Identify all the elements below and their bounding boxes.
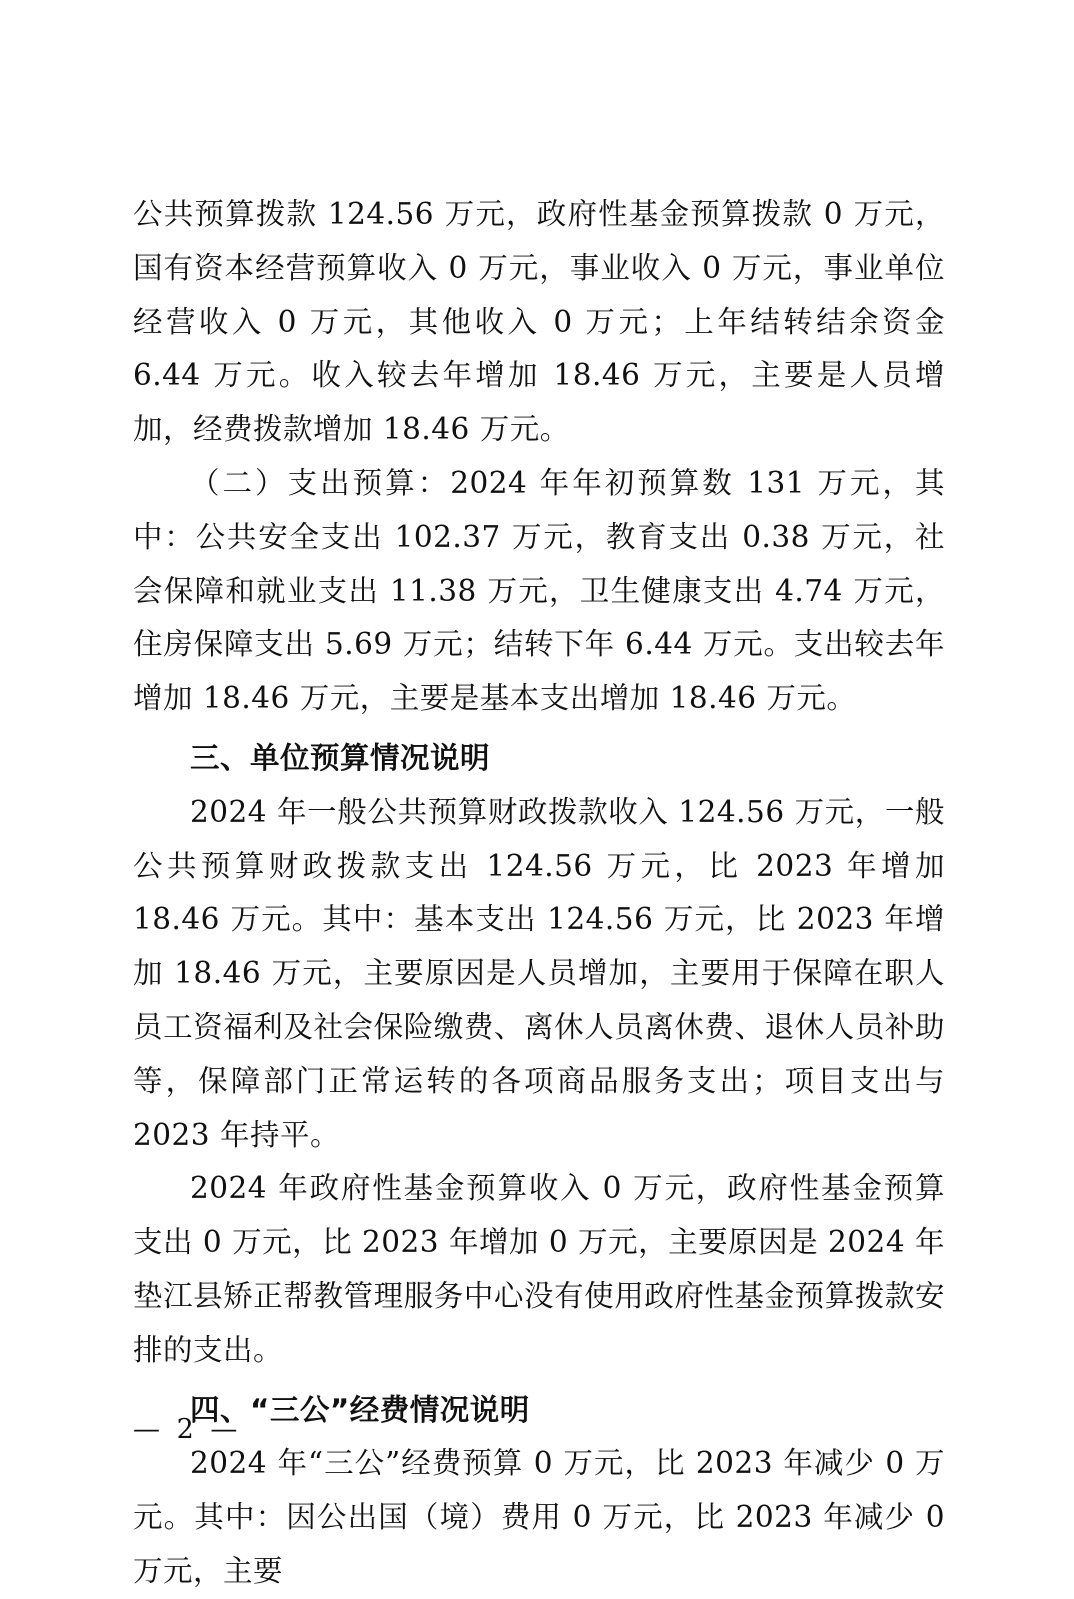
page-number: — 2 — [133, 1414, 242, 1445]
document-body [133, 188, 945, 1599]
section-heading-unit-budget: 三、单位预算情况说明 [190, 740, 491, 775]
paragraph-three-public-budget: 2024 年“三公”经费预算 0 万元，比 2023 年减少 0 万元。其中：因公出国（境）费用 0 万元，比 2023 年减少 0 万元，主要 [133, 1446, 945, 1588]
paragraph-general-budget: 2024 年一般公共预算财政拨款收入 124.56 万元，一般公共预算财政拨款支出 124.56 万元，比 2023 年增加 18.46 万元。其中：基本支出 124.56 万元，比 2023 年增加 18.46 万元，主要原因是人员增加，主要用于保障在职人员工资福利及社会保险缴费、离休人员离休费、退休人员补助等，保障部门正常运转的各项商品服务支出；项目支出与 2023 年持平。 [133, 794, 945, 1152]
paragraph-government-fund: 2024 年政府性基金预算收入 0 万元，政府性基金预算支出 0 万元，比 2023 年增加 0 万元，主要原因是 2024 年垫江县矫正帮教管理服务中心没有使用政府性基金预算拨款安排的支出。 [133, 1171, 945, 1367]
section-heading-three-public: 四、“三公”经费情况说明 [190, 1392, 530, 1427]
paragraph-expenditure-budget: （二）支出预算：2024 年年初预算数 131 万元，其中：公共安全支出 102.37 万元，教育支出 0.38 万元，社会保障和就业支出 11.38 万元，卫生健康支出 4.74 万元，住房保障支出 5.69 万元；结转下年 6.44 万元。支出较去年增加 18.46 万元，主要是基本支出增加 18.46 万元。 [133, 465, 945, 716]
paragraph-income-continuation: 公共预算拨款 124.56 万元，政府性基金预算拨款 0 万元，国有资本经营预算收入 0 万元，事业收入 0 万元，事业单位经营收入 0 万元，其他收入 0 万元；上年结转结余资金 6.44 万元。收入较去年增加 18.46 万元，主要是人员增加，经费拨款增加 18.46 万元。 [133, 197, 945, 447]
